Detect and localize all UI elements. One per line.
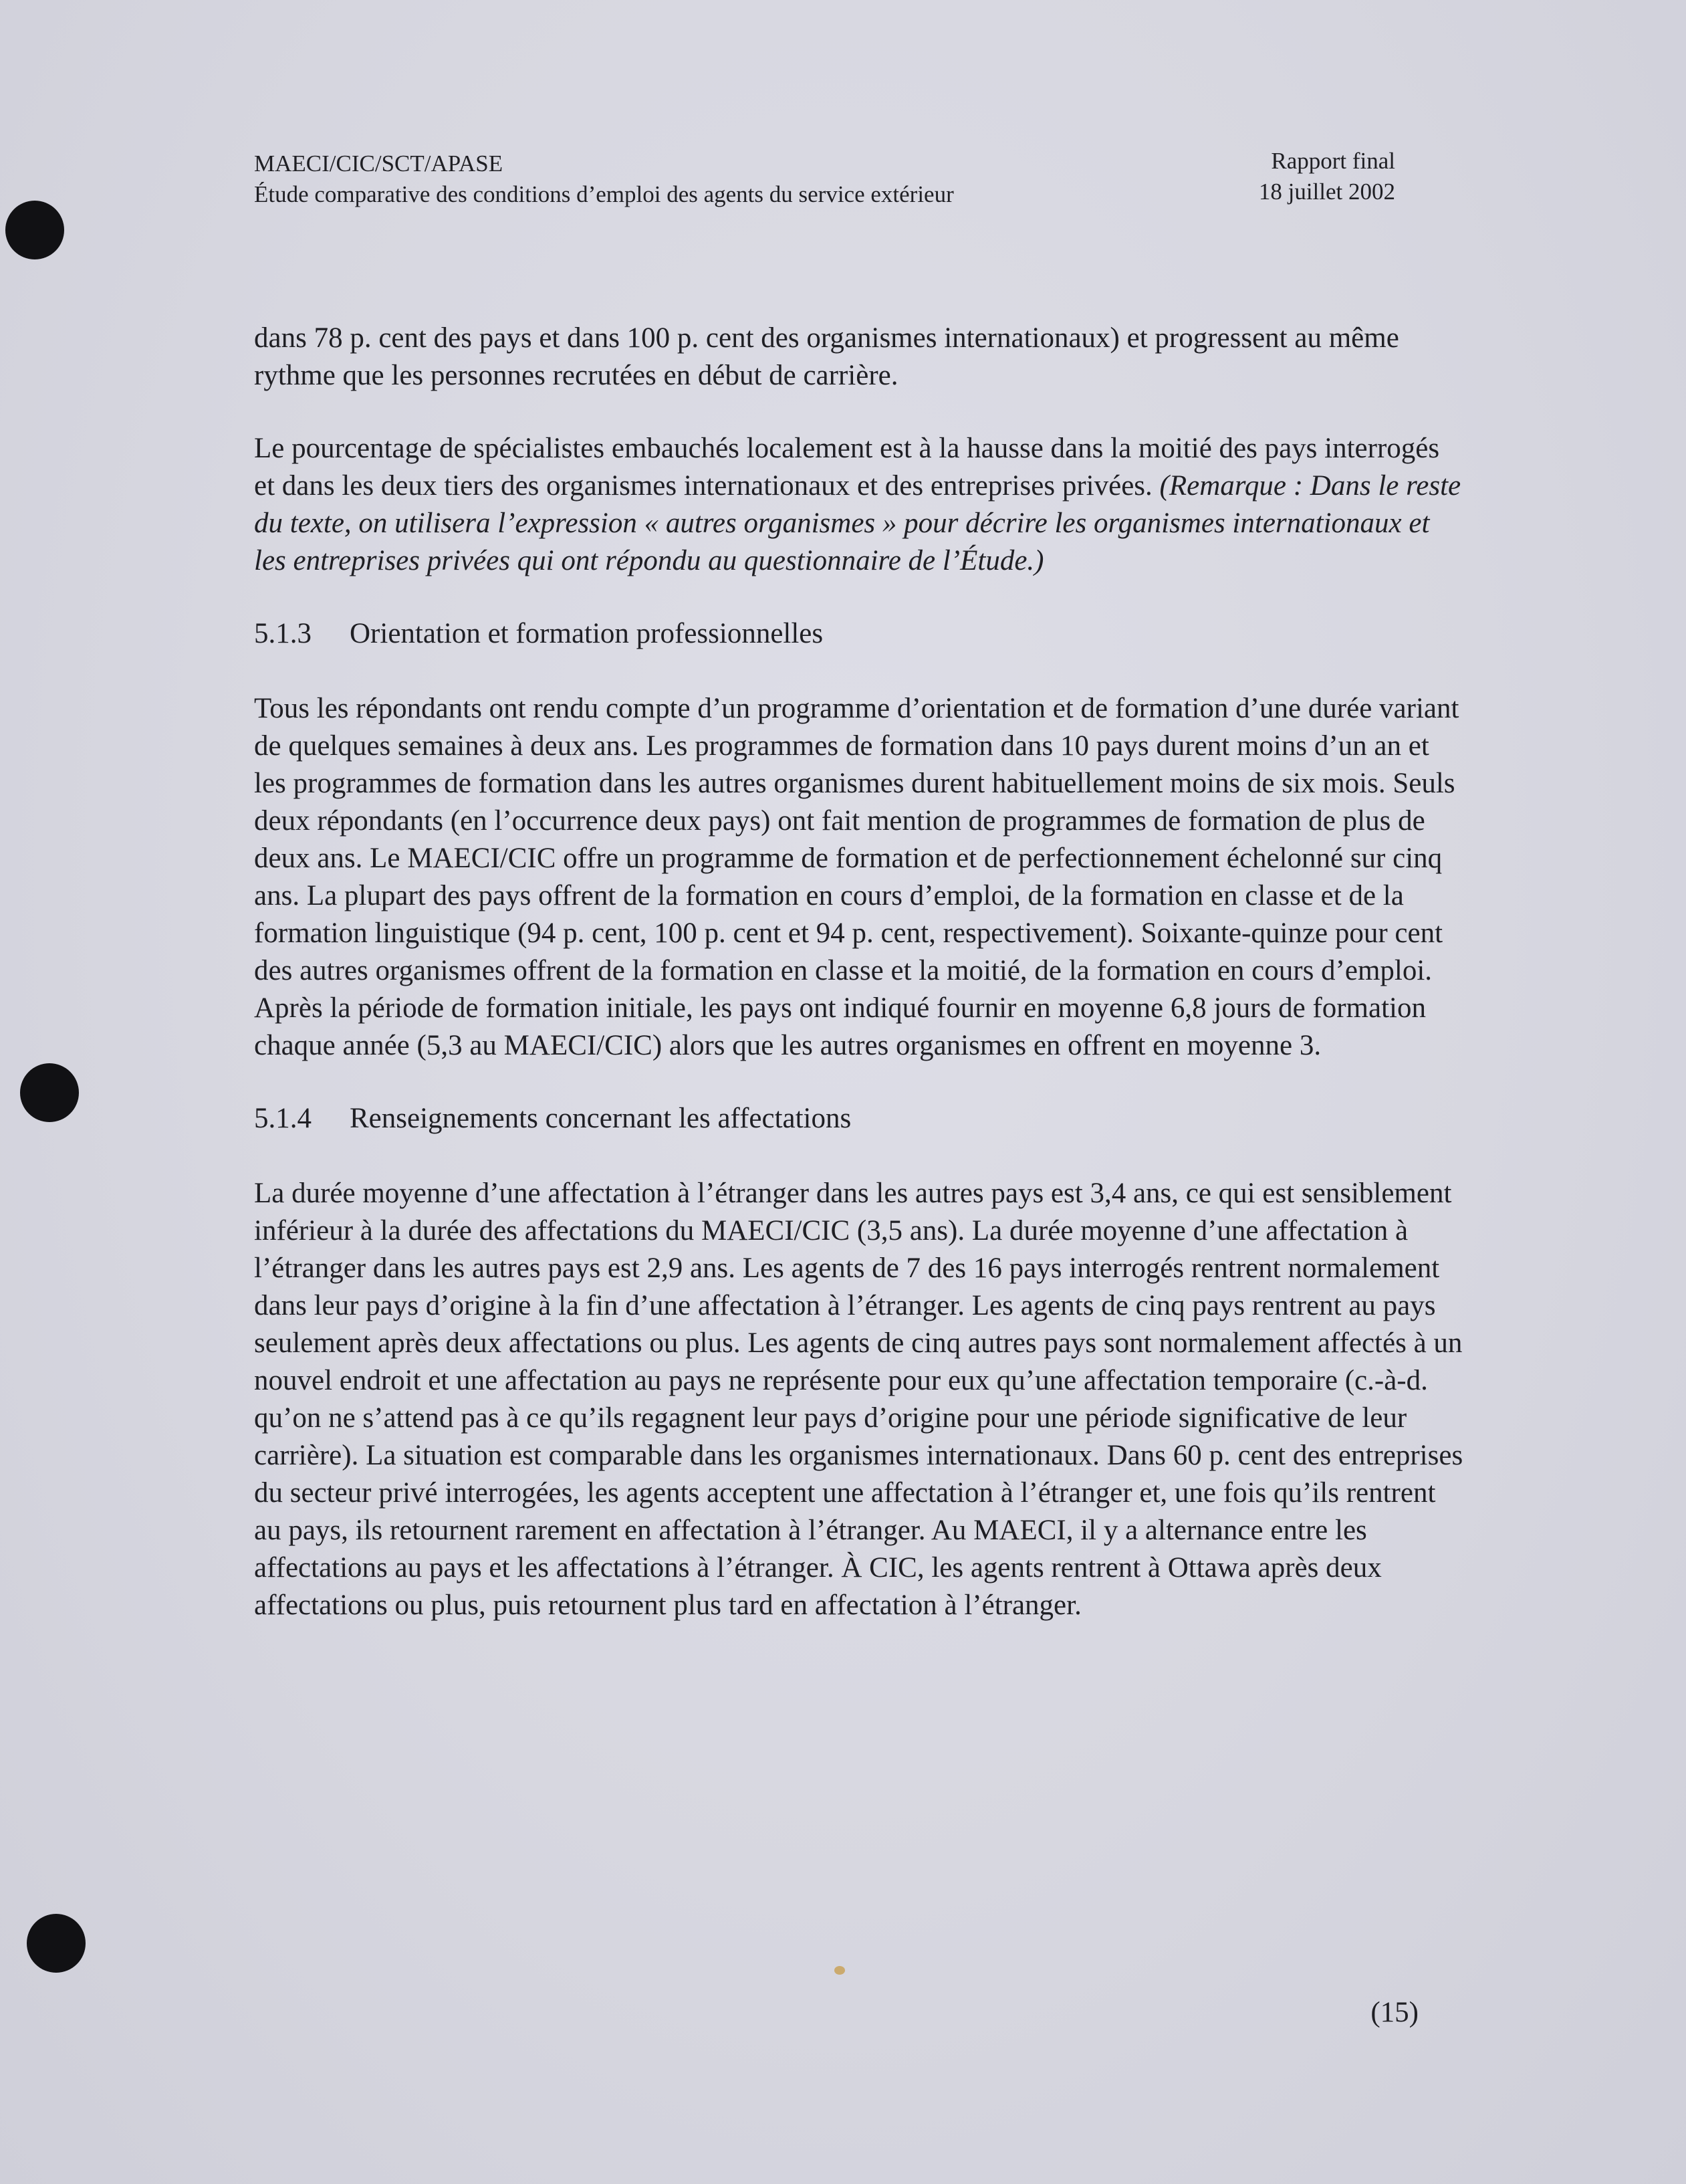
running-header-right xyxy=(1259,146,1395,207)
header-report-type: Rapport final xyxy=(1271,148,1395,174)
paragraph-continued: dans 78 p. cent des pays et dans 100 p. cent des organismes internationaux) et progressent au même rythme que les personnes recrutées en début de carrière. xyxy=(254,322,1399,391)
section-number: 5.1.3 xyxy=(254,618,312,649)
section-title: Orientation et formation professionnelles xyxy=(350,618,824,649)
section-heading-5-1-3 xyxy=(254,615,1464,653)
specialists-text: Le pourcentage de spécialistes embauchés localement est à la hausse dans la moitié des pays interrogés et dans les deux tiers des organismes internationaux et des entreprises privées. xyxy=(254,433,1440,502)
paper-speck xyxy=(834,1966,845,1975)
page-number: (15) xyxy=(1370,1997,1419,2028)
header-study-title: Étude comparative des conditions d’emploi des agents du service extérieur xyxy=(254,181,954,207)
paragraph-training: Tous les répondants ont rendu compte d’un programme d’orientation et de formation d’une durée variant de quelques semaines à deux ans. Les programmes de formation dans 10 pays durent moins d’un an et les programmes de formation dans les autres organismes durent habituellement moins de six mois. Seuls deux répondants (en l’occurrence deux pays) ont fait mention de programmes de formation de plus de deux ans. Le MAECI/CIC offre un programme de formation et de perfectionnement échelonné sur cinq ans. La plupart des pays offrent de la formation en cours d’emploi, de la formation en classe et de la formation linguistique (94 p. cent, 100 p. cent et 94 p. cent, respectivement). Soixante-quinze pour cent des autres organismes offrent de la formation en classe et la moitié, de la formation en cours d’emploi. Après la période de formation initiale, les pays ont indiqué fournir en moyenne 6,8 jours de formation chaque année (5,3 au MAECI/CIC) alors que les autres organismes en offrent en moyenne 3. xyxy=(254,693,1459,1061)
remark-note: (Remarque : Dans le reste du texte, on utilisera l’expression « autres organismes » pour décrire les organismes internationaux et les entreprises privées qui ont répondu au questionnaire de l’Étude.) xyxy=(254,470,1461,576)
document-body xyxy=(254,320,1464,1660)
header-date: 18 juillet 2002 xyxy=(1258,179,1395,205)
paragraph-postings: La durée moyenne d’une affectation à l’étranger dans les autres pays est 3,4 ans, ce qui est sensiblement inférieur à la durée des affectations du MAECI/CIC (3,5 ans). La durée moyenne d’une affectation à l’étranger dans les autres pays est 2,9 ans. Les agents de 7 des 16 pays interrogés rentrent normalement dans leur pays d’origine à la fin d’une affectation à l’étranger. Les agents de cinq pays rentrent au pays seulement après deux affectations ou plus. Les agents de cinq autres pays sont normalement affectés à un nouvel endroit et une affectation au pays ne représente pour eux qu’une affectation temporaire (c.-à-d. qu’on ne s’attend pas à ce qu’ils regagnent leur pays d’origine pour une période significative de leur carrière). La situation est comparable dans les organismes internationaux. Dans 60 p. cent des entreprises du secteur privé interrogées, les agents acceptent une affectation à l’étranger et, une fois qu’ils rentrent au pays, ils retournent rarement en affectation à l’étranger. Au MAECI, il y a alternance entre les affectations au pays et les affectations à l’étranger. À CIC, les agents rentrent à Ottawa après deux affectations ou plus, puis retournent plus tard en affectation à l’étranger. xyxy=(254,1178,1463,1621)
section-heading-5-1-4 xyxy=(254,1100,1464,1137)
section-title: Renseignements concernant les affectations xyxy=(350,1103,852,1134)
punch-hole-bottom xyxy=(27,1914,86,1973)
punch-hole-middle xyxy=(20,1063,79,1122)
running-header-left xyxy=(254,148,954,210)
punch-hole-top xyxy=(5,201,64,259)
section-number: 5.1.4 xyxy=(254,1103,312,1134)
header-organizations: MAECI/CIC/SCT/APASE xyxy=(254,150,503,177)
paragraph-specialists xyxy=(254,430,1464,580)
